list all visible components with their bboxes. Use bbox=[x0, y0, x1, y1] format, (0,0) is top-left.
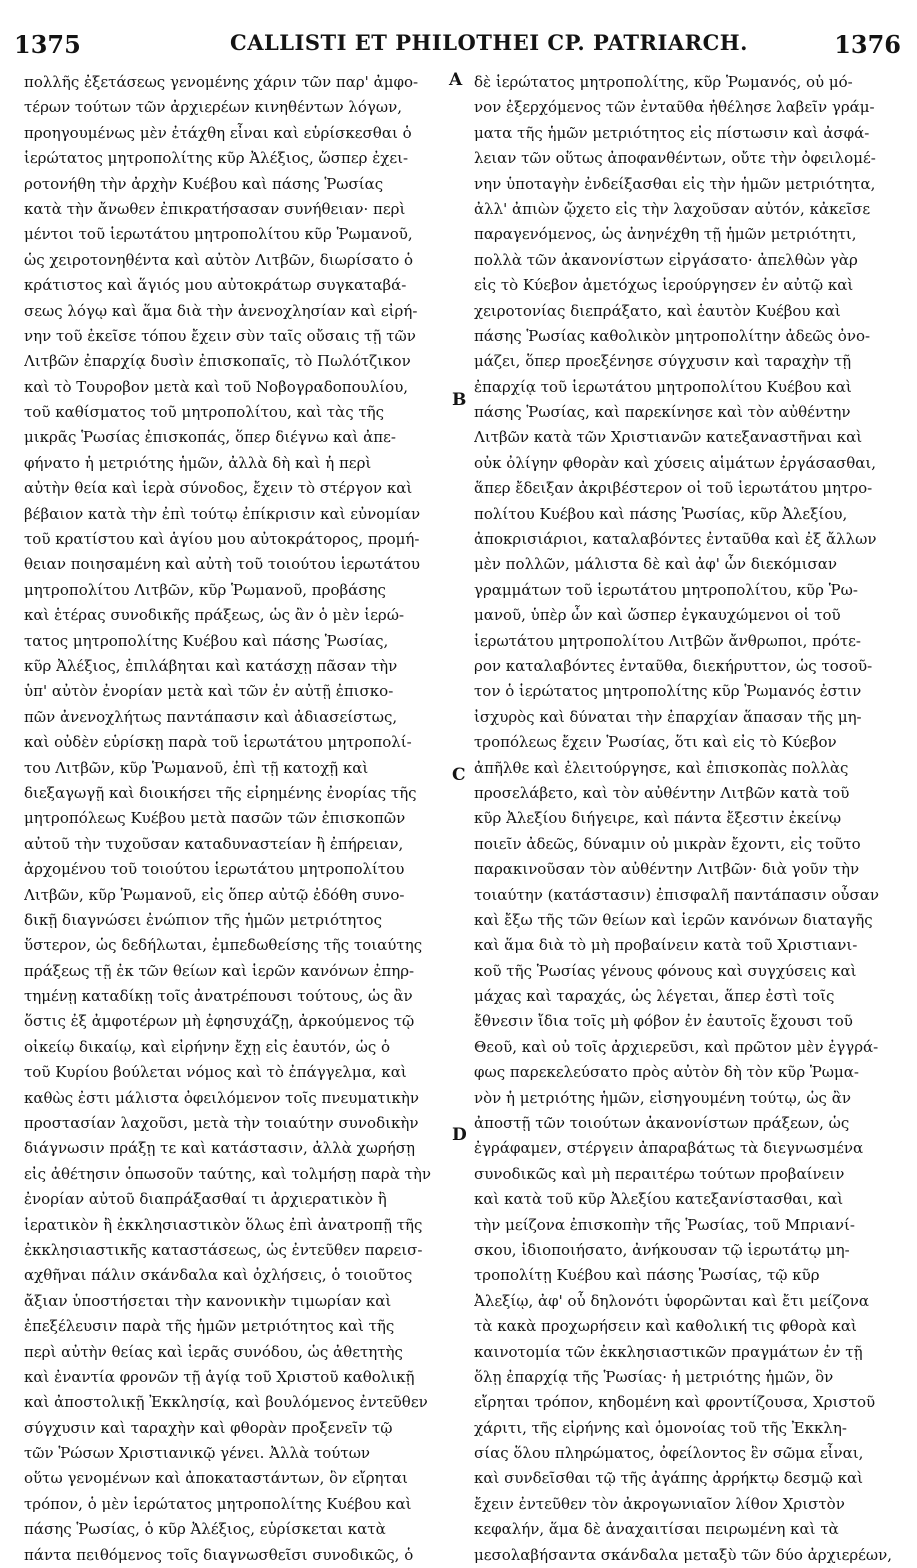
text-line: νην τοῦ ἐκεῖσε τόπου ἔχειν σὺν ταῖς οὔσαις τῇ τῶν bbox=[24, 326, 416, 345]
text-line: μάχας καὶ ταραχάς, ὡς λέγεται, ἅπερ ἐστὶ τοῖς bbox=[474, 987, 835, 1006]
text-line: ὅλῃ ἐπαρχίᾳ τῆς Ῥωσίας· ἡ μετριότης ἡμῶν, ὃν bbox=[474, 1367, 834, 1386]
text-line: βέβαιον κατὰ τὴν ἐπὶ τούτῳ ἐπίκρισιν καὶ εὐνομίαν bbox=[24, 504, 421, 523]
text-line: καὶ συνδεῖσθαι τῷ τῆς ἀγάπης ἀρρήκτῳ δεσμῷ καὶ bbox=[474, 1469, 863, 1488]
page-number-right: 1376 bbox=[834, 30, 901, 59]
text-line: τὰ κακὰ προχωρήσειν καὶ καθολική τις φθορὰ καὶ bbox=[474, 1317, 857, 1336]
section-marker-c: C bbox=[452, 765, 466, 785]
text-line: ρον καταλαβόντες ἐνταῦθα, διεκήρυττον, ὡς τοσοῦ- bbox=[474, 656, 873, 675]
text-line: ἰσχυρὸς καὶ δύναται τὴν ἐπαρχίαν ἅπασαν τῆς μη- bbox=[474, 707, 862, 726]
text-line: περὶ αὐτὴν θείας καὶ ἱερᾶς συνόδου, ὡς ἀθετητὴς bbox=[24, 1342, 403, 1361]
text-line: πάντα πειθόμενος τοῖς διαγνωσθεῖσι συνοδικῶς, ὁ bbox=[24, 1545, 414, 1564]
text-line: κατὰ τὴν ἄνωθεν ἐπικρατήσασαν συνήθειαν· περὶ bbox=[24, 199, 406, 218]
running-title: CALLISTI ET PHILOTHEI CP. PATRIARCH. bbox=[230, 30, 748, 55]
text-line: μέντοι τοῦ ἱερωτάτου μητροπολίτου κῦρ Ῥωμανοῦ, bbox=[24, 225, 413, 244]
text-line: διεξαγωγῇ καὶ διοικήσει τῆς εἰρημένης ἐνορίας τῆς bbox=[24, 783, 417, 802]
text-line: πολλῆς ἐξετάσεως γενομένης χάριν τῶν παρ' ἀμφο- bbox=[24, 73, 419, 91]
text-line: νον ἐξερχόμενος τῶν ἐνταῦθα ἠθέλησε λαβεῖν γράμ- bbox=[474, 98, 875, 117]
section-marker-b: B bbox=[452, 390, 467, 410]
text-line: κῦρ Ἀλέξιος, ἐπιλάβηται καὶ κατάσχῃ πᾶσαν τὴν bbox=[24, 656, 398, 675]
text-line: ματα τῆς ἡμῶν μετριότητος εἰς πίστωσιν καὶ ἀσφά- bbox=[474, 123, 870, 142]
text-line: οὐκ ὀλίγην φθορὰν καὶ χύσεις αἱμάτων ἐργάσασθαι, bbox=[474, 453, 877, 472]
text-line: καὶ κατὰ τοῦ κῦρ Ἀλεξίου κατεξανίστασθαι, καὶ bbox=[474, 1190, 844, 1209]
text-line: ἐπεξέλευσιν παρὰ τῆς ἡμῶν μετριότητος καὶ τῆς bbox=[24, 1317, 395, 1336]
text-line: δὲ ἱερώτατος μητροπολίτης, κῦρ Ῥωμανός, οὐ μό- bbox=[474, 73, 853, 91]
text-line: Ἀλεξίῳ, ἀφ' οὗ δηλονότι ὑφορῶνται καὶ ἔτι μείζονα bbox=[474, 1291, 869, 1310]
text-line: καὶ ἀποστολικῇ Ἐκκλησίᾳ, καὶ βουλόμενος ἐντεῦθεν bbox=[24, 1393, 428, 1412]
text-line: μητροπολίτου Λιτβῶν, κῦρ Ῥωμανοῦ, προβάσης bbox=[24, 580, 386, 599]
text-line: κράτιστος καὶ ἅγιός μου αὐτοκράτωρ συγκαταβά- bbox=[24, 276, 407, 295]
text-line: τοῦ κρατίστου καὶ ἁγίου μου αὐτοκράτορος, προμή- bbox=[24, 530, 420, 549]
text-line: νὸν ἡ μετριότης ἡμῶν, εἰσηγουμένη τούτῳ, ὡς ἂν bbox=[474, 1088, 851, 1107]
text-line: ἱερώτατος μητροπολίτης κῦρ Ἀλέξιος, ὥσπερ ἐχει- bbox=[24, 149, 409, 168]
text-line: ἅπερ ἔδειξαν ἀκριβέστερον οἱ τοῦ ἱερωτάτου μητρο- bbox=[474, 479, 873, 498]
text-line: εἴρηται τρόπον, κηδομένη καὶ φροντίζουσα, Χριστοῦ bbox=[474, 1393, 876, 1412]
text-line: τον ὁ ἱερώτατος μητροπολίτης κῦρ Ῥωμανός ἐστιν bbox=[474, 682, 862, 701]
text-line: καινοτομία τῶν ἐκκλησιαστικῶν πραγμάτων ἐν τῇ bbox=[474, 1342, 863, 1361]
text-line: Θεοῦ, καὶ οὐ τοῖς ἀρχιερεῦσι, καὶ πρῶτον μὲν ἐγγρά- bbox=[474, 1037, 879, 1056]
text-line: συνοδικῶς καὶ μὴ περαιτέρω τούτων προβαίνειν bbox=[474, 1164, 845, 1183]
text-line: ἀπῆλθε καὶ ἐλειτούργησε, καὶ ἐπισκοπὰς πολλὰς bbox=[474, 758, 849, 777]
text-line: ἐπαρχίᾳ τοῦ ἱερωτάτου μητροπολίτου Κυέβου καὶ bbox=[474, 377, 852, 396]
text-line: παραγενόμενος, ὡς ἀνηνέχθη τῇ ἡμῶν μετριότητι, bbox=[474, 225, 857, 244]
page-number-left: 1375 bbox=[14, 30, 81, 59]
text-line: τέρων τούτων τῶν ἀρχιερέων κινηθέντων λόγων, bbox=[24, 98, 403, 117]
text-line: μητροπόλεως Κυέβου μετὰ πασῶν τῶν ἐπισκοπῶν bbox=[24, 809, 406, 828]
section-marker-a: A bbox=[449, 70, 463, 90]
text-line: μεσολαβήσαντα σκάνδαλα μεταξὺ τῶν δύο ἀρχιερέων, bbox=[474, 1545, 892, 1564]
left-column bbox=[24, 70, 454, 1568]
text-line: γραμμάτων τοῦ ἱερωτάτου μητροπολίτου, κῦρ Ῥω- bbox=[474, 580, 858, 599]
text-line: οἰκείῳ δικαίῳ, καὶ εἰρήνην ἔχῃ εἰς ἑαυτόν, ὡς ὁ bbox=[24, 1037, 391, 1056]
text-line: πάσης Ῥωσίας, καὶ παρεκίνησε καὶ τὸν αὐθέντην bbox=[474, 403, 851, 422]
text-line: διάγνωσιν πράξῃ τε καὶ κατάστασιν, ἀλλὰ χωρήσῃ bbox=[24, 1139, 415, 1158]
text-line: χάριτι, τῆς εἰρήνης καὶ ὁμονοίας τοῦ τῆς Ἐκκλη- bbox=[474, 1418, 847, 1437]
text-line: κεφαλήν, ἅμα δὲ ἀναχαιτίσαι πειρωμένη καὶ τὰ bbox=[474, 1520, 839, 1539]
text-line: τῶν Ῥώσων Χριστιανικῷ γένει. Ἀλλὰ τούτων bbox=[24, 1444, 371, 1463]
text-line: Λιτβῶν ἐπαρχίᾳ δυσὶν ἐπισκοπαῖς, τὸ Πωλότζικον bbox=[24, 352, 411, 371]
text-line: ὑπ' αὐτὸν ἐνορίαν μετὰ καὶ τῶν ἐν αὐτῇ ἐπισκο- bbox=[24, 682, 394, 701]
text-line: ὕστερον, ὡς δεδήλωται, ἐμπεδωθείσης τῆς τοιαύτης bbox=[24, 936, 423, 955]
text-line: αχθῆναι πάλιν σκάνδαλα καὶ ὀχλήσεις, ὁ τοιοῦτος bbox=[24, 1266, 413, 1285]
text-line: πάσης Ῥωσίας καθολικὸν μητροπολίτην ἀδεῶς ὀνο- bbox=[474, 326, 871, 345]
text-line: θειαν ποιησαμένη καὶ αὐτὴ τοῦ τοιούτου ἱερωτάτου bbox=[24, 555, 421, 574]
text-line: κῦρ Ἀλεξίου διήγειρε, καὶ πάντα ἔξεστιν ἐκείνῳ bbox=[474, 809, 842, 828]
text-line: ἐνορίαν αὐτοῦ διαπράξασθαί τι ἀρχιερατικὸν ἢ bbox=[24, 1190, 387, 1209]
section-marker-d: D bbox=[452, 1125, 467, 1145]
text-line: καὶ οὐδὲν εὑρίσκῃ παρὰ τοῦ ἱερωτάτου μητροπολί- bbox=[24, 733, 412, 752]
text-line: ἐγράφαμεν, στέργειν ἀπαραβάτως τὰ διεγνωσμένα bbox=[474, 1139, 864, 1158]
text-line: Λιτβῶν, κῦρ Ῥωμανοῦ, εἰς ὅπερ αὐτῷ ἐδόθη συνο- bbox=[24, 885, 405, 904]
text-line: μικρᾶς Ῥωσίας ἐπισκοπάς, ὅπερ διέγνω καὶ ἀπε- bbox=[24, 428, 396, 447]
text-line: νην ὑποταγὴν ἐνδείξασθαι εἰς τὴν ἡμῶν μετριότητα, bbox=[474, 174, 876, 193]
text-line: μανοῦ, ὑπὲρ ὧν καὶ ὥσπερ ἐγκαυχώμενοι οἱ τοῦ bbox=[474, 606, 841, 625]
text-line: προστασίαν λαχοῦσι, μετὰ τὴν τοιαύτην συνοδικὴν bbox=[24, 1114, 419, 1133]
text-line: καὶ ἔξω τῆς τῶν θείων καὶ ἱερῶν κανόνων διαταγῆς bbox=[474, 910, 873, 929]
text-line: τροπόλεως ἔχειν Ῥωσίας, ὅτι καὶ εἰς τὸ Κύεβον bbox=[474, 733, 837, 752]
text-line: τροπολίτῃ Κυέβου καὶ πάσης Ῥωσίας, τῷ κῦρ bbox=[474, 1266, 820, 1285]
text-line: προηγουμένως μὲν ἐτάχθη εἶναι καὶ εὑρίσκεσθαι ὁ bbox=[24, 123, 412, 142]
text-line: χειροτονίας διεπράξατο, καὶ ἑαυτὸν Κυέβου καὶ bbox=[474, 301, 841, 320]
text-line: πολίτου Κυέβου καὶ πάσης Ῥωσίας, κῦρ Ἀλεξίου, bbox=[474, 504, 848, 523]
text-line: οὕτω γενομένων καὶ ἀποκαταστάντων, ὃν εἴρηται bbox=[24, 1469, 408, 1488]
text-line: τὴν μείζονα ἐπισκοπὴν τῆς Ῥωσίας, τοῦ Μπριανί- bbox=[474, 1215, 855, 1234]
text-line: ἱερατικὸν ἢ ἐκκλησιαστικὸν ὅλως ἐπὶ ἀνατροπῇ τῆς bbox=[24, 1215, 423, 1234]
text-line: ἀποκρισιάριοι, καταλαβόντες ἐνταῦθα καὶ ἐξ ἄλλων bbox=[474, 530, 877, 549]
text-line: σεως λόγῳ καὶ ἅμα διὰ τὴν ἀνενοχλησίαν καὶ εἰρή- bbox=[24, 301, 418, 320]
text-line: ροτονήθη τὴν ἀρχὴν Κυέβου καὶ πάσης Ῥωσίας bbox=[24, 174, 384, 193]
text-line: δικῇ διαγνώσει ἐνώπιον τῆς ἡμῶν μετριότητος bbox=[24, 910, 382, 929]
text-line: παρακινοῦσαν τὸν αὐθέντην Λιτβῶν· διὰ γοῦν τὴν bbox=[474, 860, 860, 879]
text-line: σκου, ἰδιοποιήσατο, ἀνήκουσαν τῷ ἱερωτάτῳ μη- bbox=[474, 1240, 850, 1259]
text-line: πολλὰ τῶν ἀκανονίστων εἰργάσατο· ἀπελθὼν γὰρ bbox=[474, 250, 858, 269]
text-line: πῶν ἀνενοχλήτως παντάπασιν καὶ ἀδιασείστως, bbox=[24, 707, 398, 726]
text-line: Λιτβῶν κατὰ τῶν Χριστιανῶν κατεξαναστῆναι καὶ bbox=[474, 428, 863, 447]
text-line: προσελάβετο, καὶ τὸν αὐθέντην Λιτβῶν κατὰ τοῦ bbox=[474, 783, 850, 802]
text-line: λειαν τῶν οὕτως ἀποφανθέντων, οὔτε τὴν ὀφειλομέ- bbox=[474, 149, 876, 168]
text-line: εἰς τὸ Κύεβον ἀμετόχως ἱερούργησεν ἐν αὐτῷ καὶ bbox=[474, 276, 854, 295]
text-line: φήνατο ἡ μετριότης ἡμῶν, ἀλλὰ δὴ καὶ ἡ περὶ bbox=[24, 453, 372, 472]
text-line: ἱερωτάτου μητροπολίτου Λιτβῶν ἄνθρωποι, πρότε- bbox=[474, 631, 862, 650]
text-line: καὶ τὸ Τουροβον μετὰ καὶ τοῦ Νοβογραδοπουλίου, bbox=[24, 377, 409, 396]
text-line: τημένῃ καταδίκῃ τοῖς ἀνατρέπουσι τούτους, ὡς ἂν bbox=[24, 987, 413, 1006]
text-line: τατος μητροπολίτης Κυέβου καὶ πάσης Ῥωσίας, bbox=[24, 631, 389, 650]
text-line: ἔχειν ἐντεῦθεν τὸν ἀκρογωνιαῖον λίθον Χριστὸν bbox=[474, 1494, 845, 1513]
text-line: ἄξιαν ὑποστήσεται τὴν κανονικὴν τιμωρίαν καὶ bbox=[24, 1291, 392, 1310]
page-header bbox=[0, 30, 917, 70]
text-line: τοιαύτην (κατάστασιν) ἐπισφαλῆ παντάπασιν οὖσαν bbox=[474, 885, 880, 904]
text-line: τοῦ Κυρίου βούλεται νόμος καὶ τὸ ἐπάγγελμα, καὶ bbox=[24, 1063, 407, 1082]
text-line: πάσης Ῥωσίας, ὁ κῦρ Ἀλέξιος, εὑρίσκεται κατὰ bbox=[24, 1520, 386, 1539]
text-line: σύγχυσιν καὶ ταραχὴν καὶ φθορὰν προξενεῖν τῷ bbox=[24, 1418, 393, 1437]
text-line: τρόπον, ὁ μὲν ἱερώτατος μητροπολίτης Κυέβου καὶ bbox=[24, 1494, 412, 1513]
text-line: του Λιτβῶν, κῦρ Ῥωμανοῦ, ἐπὶ τῇ κατοχῇ καὶ bbox=[24, 758, 369, 777]
text-line: τοῦ καθίσματος τοῦ μητροπολίτου, καὶ τὰς τῆς bbox=[24, 403, 385, 422]
right-column bbox=[474, 70, 892, 1568]
text-line: καὶ ἅμα διὰ τὸ μὴ προβαίνειν κατὰ τοῦ Χριστιανι- bbox=[474, 936, 858, 955]
text-line: αὐτὴν θεία καὶ ἱερὰ σύνοδος, ἔχειν τὸ στέργον καὶ bbox=[24, 479, 413, 498]
text-line: ἔθνεσιν ἴδια τοῖς μὴ φόβον ἐν ἑαυτοῖς ἔχουσι τοῦ bbox=[474, 1012, 853, 1031]
text-line: μάζει, ὅπερ προεξένησε σύγχυσιν καὶ ταραχὴν τῇ bbox=[474, 352, 852, 371]
text-line: ὅστις ἐξ ἀμφοτέρων μὴ ἐφησυχάζῃ, ἀρκούμενος τῷ bbox=[24, 1012, 415, 1031]
text-line: ἀλλ' ἀπιὼν ᾤχετο εἰς τὴν λαχοῦσαν αὐτόν, κἀκεῖσε bbox=[474, 199, 871, 218]
text-line: ἐκκλησιαστικῆς καταστάσεως, ὡς ἐντεῦθεν παρεισ- bbox=[24, 1240, 423, 1259]
text-line: καὶ ἐναντία φρονῶν τῇ ἁγίᾳ τοῦ Χριστοῦ καθολικῇ bbox=[24, 1367, 415, 1386]
text-line: ἀποστῇ τῶν τοιούτων ἀκανονίστων πράξεων, ὡς bbox=[474, 1114, 850, 1133]
text-line: καὶ ἑτέρας συνοδικῆς πράξεως, ὡς ἂν ὁ μὲν ἱερώ- bbox=[24, 606, 405, 625]
text-line: ὡς χειροτονηθέντα καὶ αὐτὸν Λιτβῶν, διωρίσατο ὁ bbox=[24, 250, 414, 269]
text-line: μὲν πολλῶν, μάλιστα δὲ καὶ ἀφ' ὧν διεκόμισαν bbox=[474, 555, 838, 574]
text-line: φως παρεκελεύσατο πρὸς αὐτὸν δὴ τὸν κῦρ Ῥωμα- bbox=[474, 1063, 859, 1082]
text-line: εἰς ἀθέτησιν ὁπωσοῦν ταύτης, καὶ τολμήσῃ παρὰ τὴν bbox=[24, 1164, 432, 1183]
text-line: καθὼς ἐστι μάλιστα ὀφειλόμενον τοῖς πνευματικὴν bbox=[24, 1088, 419, 1107]
text-line: πράξεως τῇ ἐκ τῶν θείων καὶ ἱερῶν κανόνων ἐπηρ- bbox=[24, 961, 415, 980]
text-line: ποιεῖν ἀδεῶς, δύναμιν οὐ μικρὰν ἔχοντι, εἰς τοῦτο bbox=[474, 834, 861, 853]
text-line: αὐτοῦ τὴν τυχοῦσαν καταδυναστείαν ἢ ἐπήρειαν, bbox=[24, 834, 404, 853]
text-line: σίας ὅλου πληρώματος, ὀφείλοντος ἓν σῶμα εἶναι, bbox=[474, 1444, 864, 1463]
text-line: ἀρχομένου τοῦ τοιούτου ἱερωτάτου μητροπολίτου bbox=[24, 860, 405, 879]
text-line: κοῦ τῆς Ῥωσίας γένους φόνους καὶ συγχύσεις καὶ bbox=[474, 961, 857, 980]
